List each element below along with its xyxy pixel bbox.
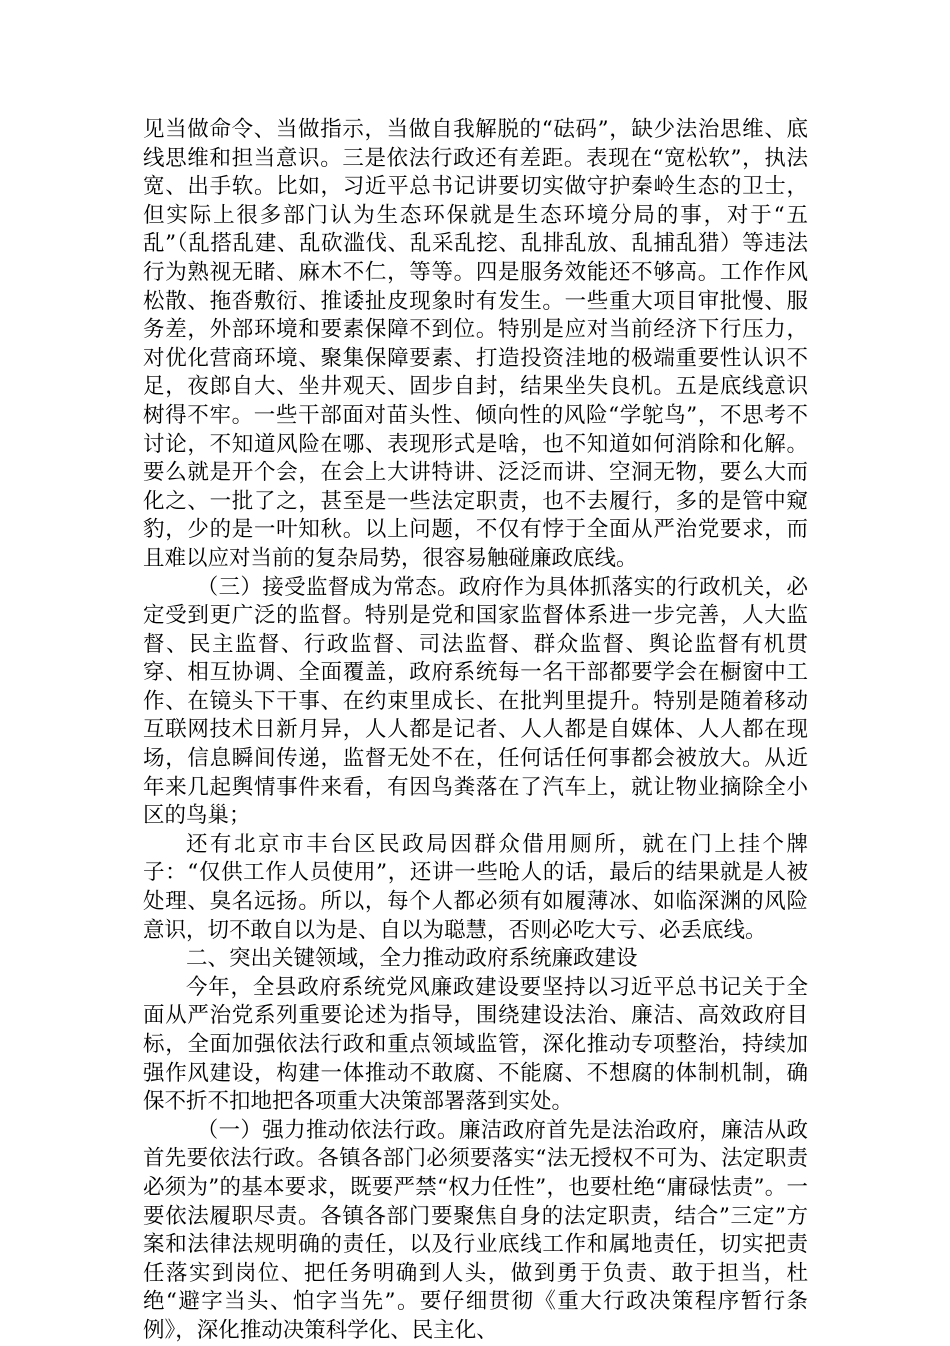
- section-heading-two: 二、突出关键领域，全力推动政府系统廉政建设: [186, 946, 638, 972]
- paragraph-this-year: 今年，全县政府系统党风廉政建设要坚持以习近平总书记关于全面从严治党系列重要论述为指导，围绕建设法治、廉洁、高效政府目标，全面加强依法行政和重点领域监管，深化推动专项整治，持续加强作风建设，构建一体推动不敢腐、不能腐、不想腐的体制机制，确保不折不扣地把各项重大决策部署落到实处。: [143, 974, 808, 1115]
- paragraph-rule-of-law: （一）强力推动依法行政。廉洁政府首先是法治政府，廉洁从政首先要依法行政。各镇各部门必须要落实“法无授权不可为、法定职责必须为”的基本要求，既要严禁“权力任性”，也要杜绝“庸碌怯责”。一要依法履职尽责。各镇各部门要聚焦自身的法定职责，结合”三定”方案和法律法规明确的责任，以及行业底线工作和属地责任，切实把责任落实到岗位、把任务明确到人头，做到勇于负责、敢于担当，杜绝“避字当头、怕字当先”。要仔细贯彻《重大行政决策程序暂行条例》，深化推动决策科学化、民主化、: [143, 1117, 808, 1343]
- document-page: [143, 116, 808, 1346]
- paragraph-fengtai-example: 还有北京市丰台区民政局因群众借用厕所，就在门上挂个牌子：“仅供工作人员使用”，还讲一些呛人的话，最后的结果就是人被处理、臭名远扬。所以，每个人都必须有如履薄冰、如临深渊的风险意识，切不敢自以为是、自以为聪慧，否则必吃大亏、必丢底线。: [143, 831, 808, 943]
- paragraph-supervision-heading: （三）接受监督成为常态。政府作为具体抓落实的行政机关，必定受到更广泛的监督。特别是党和国家监督体系进一步完善，人大监督、民主监督、行政监督、司法监督、群众监督、舆论监督有机贯穿、相互协调、全面覆盖，政府系统每一名干部都要学会在橱窗中工作、在镜头下干事、在约束里成长、在批判里提升。特别是随着移动互联网技术日新月异，人人都是记者、人人都是自媒体、人人都在现场，信息瞬间传递，监督无处不在，任何话任何事都会被放大。从近年来几起舆情事件来看，有因鸟粪落在了汽车上，就让物业摘除全小区的鸟巢；: [143, 574, 808, 829]
- paragraph-problems-continued: 见当做命令、当做指示，当做自我解脱的“砝码”，缺少法治思维、底线思维和担当意识。三是依法行政还有差距。表现在“宽松软”，执法宽、出手软。比如，习近平总书记讲要切实做守护秦岭生态的卫士，但实际上很多部门认为生态环保就是生态环境分局的事，对于“五乱”（乱搭乱建、乱砍滥伐、乱采乱挖、乱排乱放、乱捕乱猎）等违法行为熟视无睹、麻木不仁，等等。四是服务效能还不够高。工作作风松散、拖沓敷衍、推诿扯皮现象时有发生。一些重大项目审批慢、服务差，外部环境和要素保障不到位。特别是应对当前经济下行压力，对优化营商环境、聚集保障要素、打造投资洼地的极端重要性认识不足，夜郎自大、坐井观天、固步自封，结果坐失良机。五是底线意识树得不牢。一些干部面对苗头性、倾向性的风险“学鸵鸟”，不思考不讨论，不知道风险在哪、表现形式是啥，也不知道如何消除和化解。要么就是开个会，在会上大讲特讲、泛泛而讲、空洞无物，要么大而化之、一批了之，甚至是一些法定职责，也不去履行，多的是管中窥豹，少的是一叶知秋。以上问题，不仅有悖于全面从严治党要求，而且难以应对当前的复杂局势，很容易触碰廉政底线。: [143, 117, 808, 571]
